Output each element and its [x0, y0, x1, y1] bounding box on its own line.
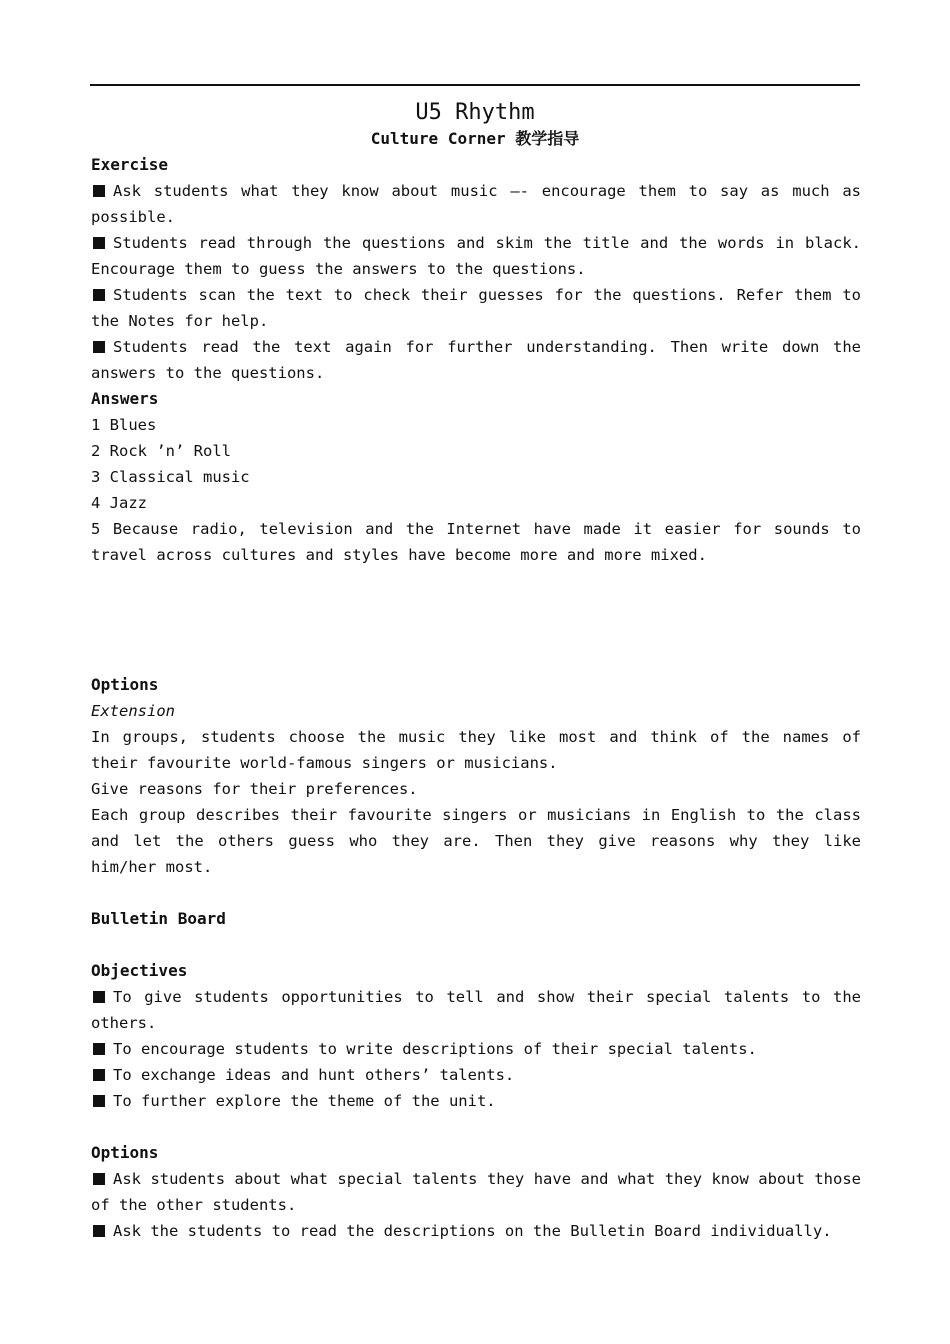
- square-bullet-icon: [93, 991, 105, 1003]
- square-bullet-icon: [93, 1043, 105, 1055]
- spacer: [91, 620, 861, 646]
- spacer: [91, 1114, 861, 1140]
- exercise-item: Students read through the questions and skim the title and the words in black. Encourage them to guess the answers to the questions.: [91, 234, 861, 278]
- answer-item: 1 Blues: [91, 416, 157, 434]
- answer-item: 4 Jazz: [91, 494, 147, 512]
- answer-item: 3 Classical music: [91, 468, 250, 486]
- exercise-item: Students scan the text to check their guesses for the questions. Refer them to the Notes for help.: [91, 286, 861, 330]
- options-heading: Options: [91, 675, 159, 694]
- spacer: [91, 646, 861, 672]
- page-title: U5 Rhythm: [415, 100, 535, 125]
- option-item: Ask the students to read the descriptions on the Bulletin Board individually.: [91, 1218, 861, 1244]
- header-rule: [90, 84, 860, 86]
- objectives-heading: Objectives: [91, 961, 188, 980]
- option-item: Ask students about what special talents they have and what they know about those of the other students.: [91, 1170, 861, 1214]
- spacer: [91, 880, 861, 906]
- spacer: [91, 594, 861, 620]
- square-bullet-icon: [93, 237, 105, 249]
- page-subtitle: Culture Corner 教学指导: [370, 129, 580, 148]
- objective-item: To encourage students to write descriptions of their special talents.: [91, 1036, 861, 1062]
- bulletin-board-heading: Bulletin Board: [91, 909, 226, 928]
- extension-paragraph: In groups, students choose the music they like most and think of the names of their favourite world-famous singers or musicians.: [91, 728, 861, 772]
- answers-heading: Answers: [91, 389, 159, 408]
- square-bullet-icon: [93, 341, 105, 353]
- square-bullet-icon: [93, 1225, 105, 1237]
- square-bullet-icon: [93, 1173, 105, 1185]
- extension-subheading: Extension: [91, 702, 175, 720]
- answer-item: 2 Rock ’n’ Roll: [91, 442, 231, 460]
- spacer: [91, 932, 861, 958]
- answer-item: 5 Because radio, television and the Internet have made it easier for sounds to travel across cultures and styles have become more and more mixed.: [91, 520, 861, 564]
- document-body: [91, 152, 861, 1244]
- square-bullet-icon: [93, 1095, 105, 1107]
- exercise-item: Ask students what they know about music —- encourage them to say as much as possible.: [91, 182, 861, 226]
- spacer: [91, 568, 861, 594]
- objective-item: To exchange ideas and hunt others’ talents.: [91, 1062, 861, 1088]
- objective-item: To give students opportunities to tell and show their special talents to the others.: [91, 988, 861, 1032]
- extension-paragraph: Give reasons for their preferences.: [91, 780, 418, 798]
- exercise-item: Students read the text again for further understanding. Then write down the answers to the questions.: [91, 338, 861, 382]
- square-bullet-icon: [93, 1069, 105, 1081]
- exercise-heading: Exercise: [91, 155, 169, 174]
- square-bullet-icon: [93, 289, 105, 301]
- objective-item: To further explore the theme of the unit.: [91, 1088, 861, 1114]
- square-bullet-icon: [93, 185, 105, 197]
- options-heading-2: Options: [91, 1143, 159, 1162]
- extension-paragraph: Each group describes their favourite singers or musicians in English to the class and let the others guess who they are. Then they give reasons why they like him/her most.: [91, 806, 861, 876]
